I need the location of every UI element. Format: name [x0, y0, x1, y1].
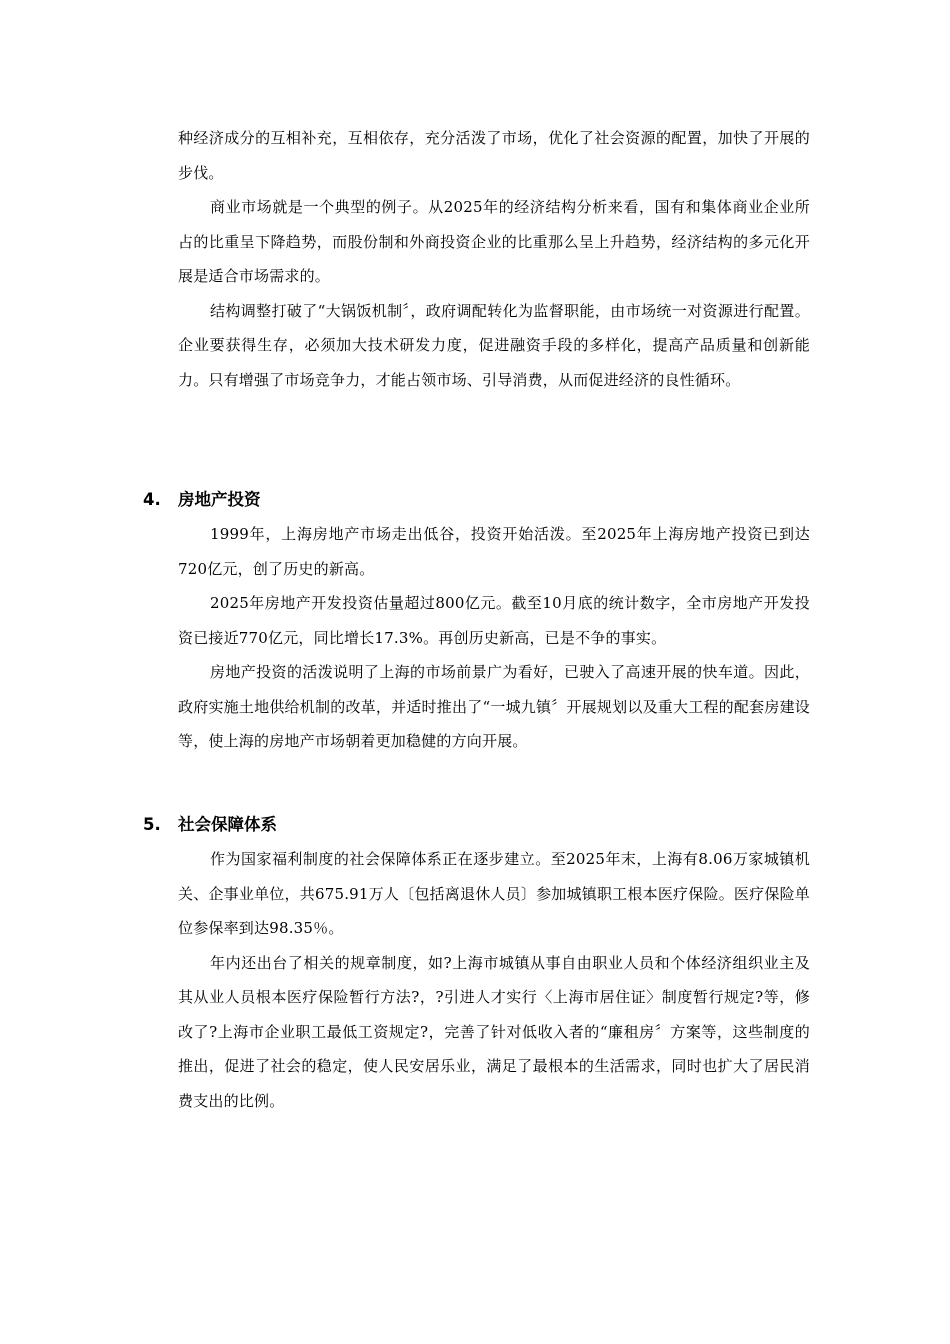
section-4-paragraph-1: 1999年，上海房地产市场走出低谷，投资开始活泼。至2025年上海房地产投资已到达720亿元，创了历史的新高。: [178, 525, 810, 578]
section-5-title: 社会保障体系: [178, 815, 277, 834]
section-4-paragraph-2: 2025年房地产开发投资估量超过800亿元。截至10月底的统计数字，全市房地产开发投资已接近770亿元，同比增长17.3%。再创历史新高，已是不争的事实。: [178, 594, 810, 647]
section-4-body: [178, 517, 810, 759]
section-5-body: [178, 842, 810, 1118]
section-5-number: 5.: [143, 815, 161, 834]
section-4-number: 4.: [143, 490, 161, 509]
intro-paragraph-3: 结构调整打破了“大锅饭机制〞，政府调配转化为监督职能，由市场统一对资源进行配置。企业要获得生存，必须加大技术研发力度，促进融资手段的多样化，提高产品质量和创新能力。只有增强了市场竞争力，才能占领市场、引导消费，从而促进经济的良性循环。: [178, 301, 810, 389]
section-5-paragraph-2: 年内还出台了相关的规章制度，如?上海市城镇从事自由职业人员和个体经济组织业主及其从业人员根本医疗保险暂行方法?，?引进人才实行〈上海市居住证〉制度暂行规定?等，修改了?上海市企业职工最低工资规定?，完善了针对低收入者的“廉租房〞方案等，这些制度的推出，促进了社会的稳定，使人民安居乐业，满足了最根本的生活需求，同时也扩大了居民消费支出的比例。: [178, 953, 810, 1110]
section-5-heading: [143, 813, 803, 837]
section-4-title: 房地产投资: [178, 490, 261, 509]
intro-paragraph-2: 商业市场就是一个典型的例子。从2025年的经济结构分析来看，国有和集体商业企业所占的比重呈下降趋势，而股份制和外商投资企业的比重那么呈上升趋势，经济结构的多元化开展是适合市场需求的。: [178, 198, 810, 285]
section-4-paragraph-3: 房地产投资的活泼说明了上海的市场前景广为看好，已驶入了高速开展的快车道。因此，政府实施土地供给机制的改革，并适时推出了“一城九镇〞开展规划以及重大工程的配套房建设等，使上海的房地产市场朝着更加稳健的方向开展。: [178, 663, 810, 750]
intro-section: [178, 121, 810, 397]
section-4-heading: [143, 488, 803, 512]
intro-paragraph-1: 种经济成分的互相补充，互相依存，充分活泼了市场，优化了社会资源的配置，加快了开展的步伐。: [178, 129, 810, 182]
section-5-paragraph-1: 作为国家福利制度的社会保障体系正在逐步建立。至2025年末，上海有8.06万家城镇机关、企事业单位，共675.91万人〔包括离退休人员〕参加城镇职工根本医疗保险。医疗保险单位参保率到达98.35％。: [178, 850, 810, 937]
